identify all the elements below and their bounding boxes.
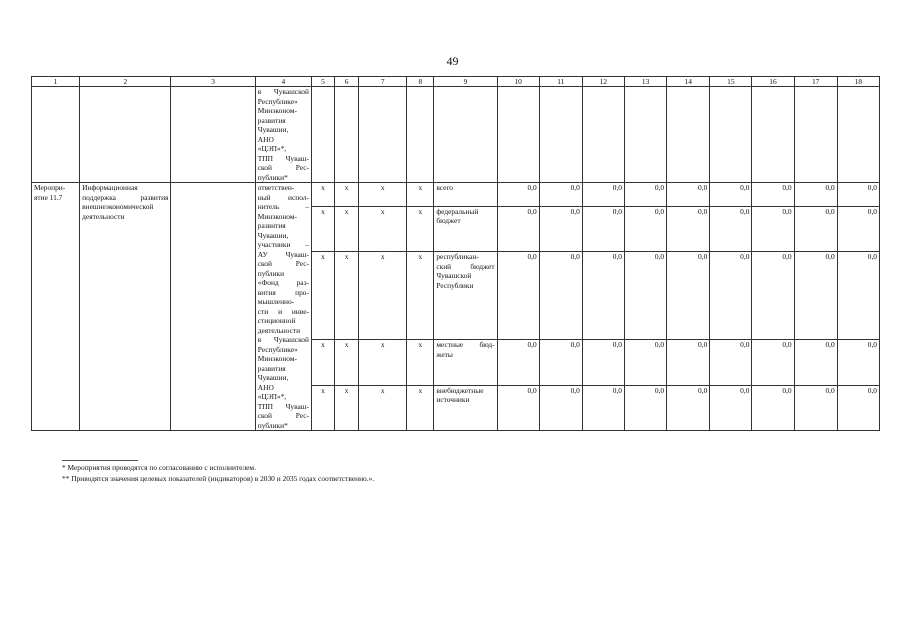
funding-value: 0,0 [582,183,624,207]
cell-col-3 [171,87,255,183]
cell-col-7 [359,87,407,183]
funding-value: 0,0 [667,340,710,385]
executor-line: стиционной [257,316,296,325]
column-number-9: 9 [434,77,497,87]
funding-source [434,340,497,385]
funding-value: 0,0 [752,385,794,430]
executor-line: вития про- [257,287,309,297]
executor-line: Чувашии, [257,230,289,240]
funding-value: 0,0 [710,206,752,251]
funding-value: 0,0 [625,252,667,340]
x-mark: x [359,340,407,385]
funding-value: 0,0 [582,206,624,251]
funding-value: 0,0 [497,340,539,385]
funding-value: 0,0 [625,206,667,251]
event-title-line: деятельности [82,211,125,221]
executor-line: Чувашии, [257,125,289,134]
column-number-17: 17 [794,77,837,87]
column-number-14: 14 [667,77,710,87]
executor-line: ТПП Чуваш- [257,401,309,411]
executor-line: ской Рес- [257,163,309,172]
funding-value: 0,0 [794,340,837,385]
column-number-3: 3 [171,77,255,87]
column-number-8: 8 [407,77,434,87]
funding-value: 0,0 [539,340,582,385]
funding-value: 0,0 [625,340,667,385]
funding-value: 0,0 [582,252,624,340]
funding-value: 0,0 [582,385,624,430]
executor-line: Республике» [257,344,298,354]
executor-line: «ЦЭП»*, [257,392,287,401]
event-executors [255,183,311,431]
funding-value: 0,0 [667,385,710,430]
executor-line: Минэконом- [257,211,297,221]
cell-col-13 [625,87,667,183]
funding-value: 0,0 [837,206,879,251]
funding-source-line: Чувашской [436,271,472,281]
x-mark: x [311,340,334,385]
event-title-line: внешнеэкономической [82,202,154,211]
executor-line: сти и инве- [257,306,309,316]
footnote-rule [62,460,138,461]
cell-col-17 [794,87,837,183]
x-mark: x [311,252,334,340]
executor-line: Минэконом- [257,354,297,363]
funding-value: 0,0 [710,252,752,340]
x-mark: x [335,206,359,251]
column-number-4: 4 [255,77,311,87]
executor-line: публики [257,268,285,278]
cell-col-9 [434,87,497,183]
executor-line: АНО [257,382,274,392]
funding-value: 0,0 [497,206,539,251]
x-mark: x [407,385,434,430]
funding-value: 0,0 [752,252,794,340]
executor-line: ответствен- [257,183,295,192]
cell-col-16 [752,87,794,183]
funding-value: 0,0 [794,183,837,207]
funding-value: 0,0 [794,206,837,251]
continuation-row [32,87,880,183]
executor-line: Республике» [257,96,298,106]
funding-value: 0,0 [497,385,539,430]
column-number-7: 7 [359,77,407,87]
executor-line: ный испол- [257,192,309,202]
x-mark: x [311,385,334,430]
cell-col-6 [335,87,359,183]
executor-line: в Чувашской [257,335,309,344]
funding-row [32,183,880,207]
funding-source [434,385,497,430]
column-number-12: 12 [582,77,624,87]
funding-value: 0,0 [539,252,582,340]
funding-source-line: федеральный [436,206,479,216]
cell-col-1 [32,87,80,183]
column-number-16: 16 [752,77,794,87]
executor-line: «ЦЭП»*, [257,144,287,153]
cell-col-11 [539,87,582,183]
x-mark: x [311,206,334,251]
x-mark: x [407,206,434,251]
funding-value: 0,0 [837,385,879,430]
x-mark: x [407,252,434,340]
event-id [32,183,80,431]
funding-source [434,183,497,207]
column-number-10: 10 [497,77,539,87]
executor-line: публики* [257,172,288,182]
funding-value: 0,0 [667,252,710,340]
funding-value: 0,0 [625,385,667,430]
funding-value: 0,0 [497,183,539,207]
footnote-1: * Мероприятия проводятся по согласованию с исполнителем. [62,463,256,472]
column-number-2: 2 [80,77,171,87]
funding-value: 0,0 [837,340,879,385]
funding-value: 0,0 [539,183,582,207]
column-number-13: 13 [625,77,667,87]
funding-value: 0,0 [794,252,837,340]
executor-line: деятельности [257,325,301,335]
funding-value: 0,0 [667,183,710,207]
funding-value: 0,0 [794,385,837,430]
x-mark: x [335,183,359,207]
cell-col-12 [582,87,624,183]
funding-value: 0,0 [625,183,667,207]
funding-value: 0,0 [710,183,752,207]
funding-source-line: внебюджетные [436,385,484,395]
funding-value: 0,0 [497,252,539,340]
funding-value: 0,0 [667,206,710,251]
x-mark: x [359,183,407,207]
funding-value: 0,0 [582,340,624,385]
x-mark: x [335,385,359,430]
funding-value: 0,0 [837,252,879,340]
column-number-row [32,77,880,87]
funding-value: 0,0 [752,340,794,385]
funding-source-line: местные бюд- [436,340,495,350]
executor-line: АНО [257,134,274,144]
funding-source [434,252,497,340]
x-mark: x [335,340,359,385]
executor-line: ской Рес- [257,411,309,420]
program-table [31,76,880,431]
executor-line: нитель – [257,202,309,211]
funding-source-line: республикан- [436,252,479,262]
column-number-5: 5 [311,77,334,87]
funding-source-line: жеты [436,349,453,359]
funding-source-line: ский бюджет [436,261,495,271]
executor-line: в Чувашской [257,87,309,96]
cell-col-15 [710,87,752,183]
event-title [80,183,171,431]
x-mark: x [335,252,359,340]
event-title-line: Информационная [82,183,138,192]
executor-line: развития [257,363,286,373]
executor-line: ской Рес- [257,259,309,268]
column-number-11: 11 [539,77,582,87]
cell-col-18 [837,87,879,183]
executor-line: «Фонд раз- [257,278,309,287]
cell-col-8 [407,87,434,183]
funding-value: 0,0 [710,340,752,385]
column-number-15: 15 [710,77,752,87]
executor-line: развития [257,221,286,230]
column-number-1: 1 [32,77,80,87]
executor-line: ТПП Чуваш- [257,153,309,163]
footnote-2: ** Приводятся значения целевых показателей (индикаторов) в 2030 и 2035 годах соответственно.». [62,474,375,483]
column-number-6: 6 [335,77,359,87]
cell-col-10 [497,87,539,183]
x-mark: x [359,252,407,340]
x-mark: x [359,385,407,430]
funding-value: 0,0 [752,183,794,207]
funding-source [434,206,497,251]
executor-line: развития [257,115,286,125]
event-id-line: Меропри- [34,183,66,192]
executor-line: АУ Чуваш- [257,249,309,259]
funding-value: 0,0 [752,206,794,251]
funding-source-line: всего [436,183,453,192]
executor-line: Минэконом- [257,106,297,115]
x-mark: x [311,183,334,207]
funding-value: 0,0 [539,206,582,251]
executor-line: Чувашии, [257,373,289,382]
cell-col-14 [667,87,710,183]
funding-value: 0,0 [710,385,752,430]
empty-col-3 [171,183,255,431]
cell-col-5 [311,87,334,183]
executors-cell [255,87,311,183]
funding-source-line: источники [436,395,470,405]
executor-line: мышленно- [257,297,295,306]
cell-col-2 [80,87,171,183]
event-id-line: ятие 11.7 [34,192,63,202]
x-mark: x [407,340,434,385]
x-mark: x [407,183,434,207]
column-number-18: 18 [837,77,879,87]
executor-line: публики* [257,420,288,430]
funding-value: 0,0 [539,385,582,430]
funding-source-line: Республики [436,280,474,290]
x-mark: x [359,206,407,251]
funding-source-line: бюджет [436,216,461,226]
page-number: 49 [446,54,459,68]
event-title-line: поддержка развития [82,192,169,202]
executor-line: участники – [257,240,309,249]
funding-value: 0,0 [837,183,879,207]
